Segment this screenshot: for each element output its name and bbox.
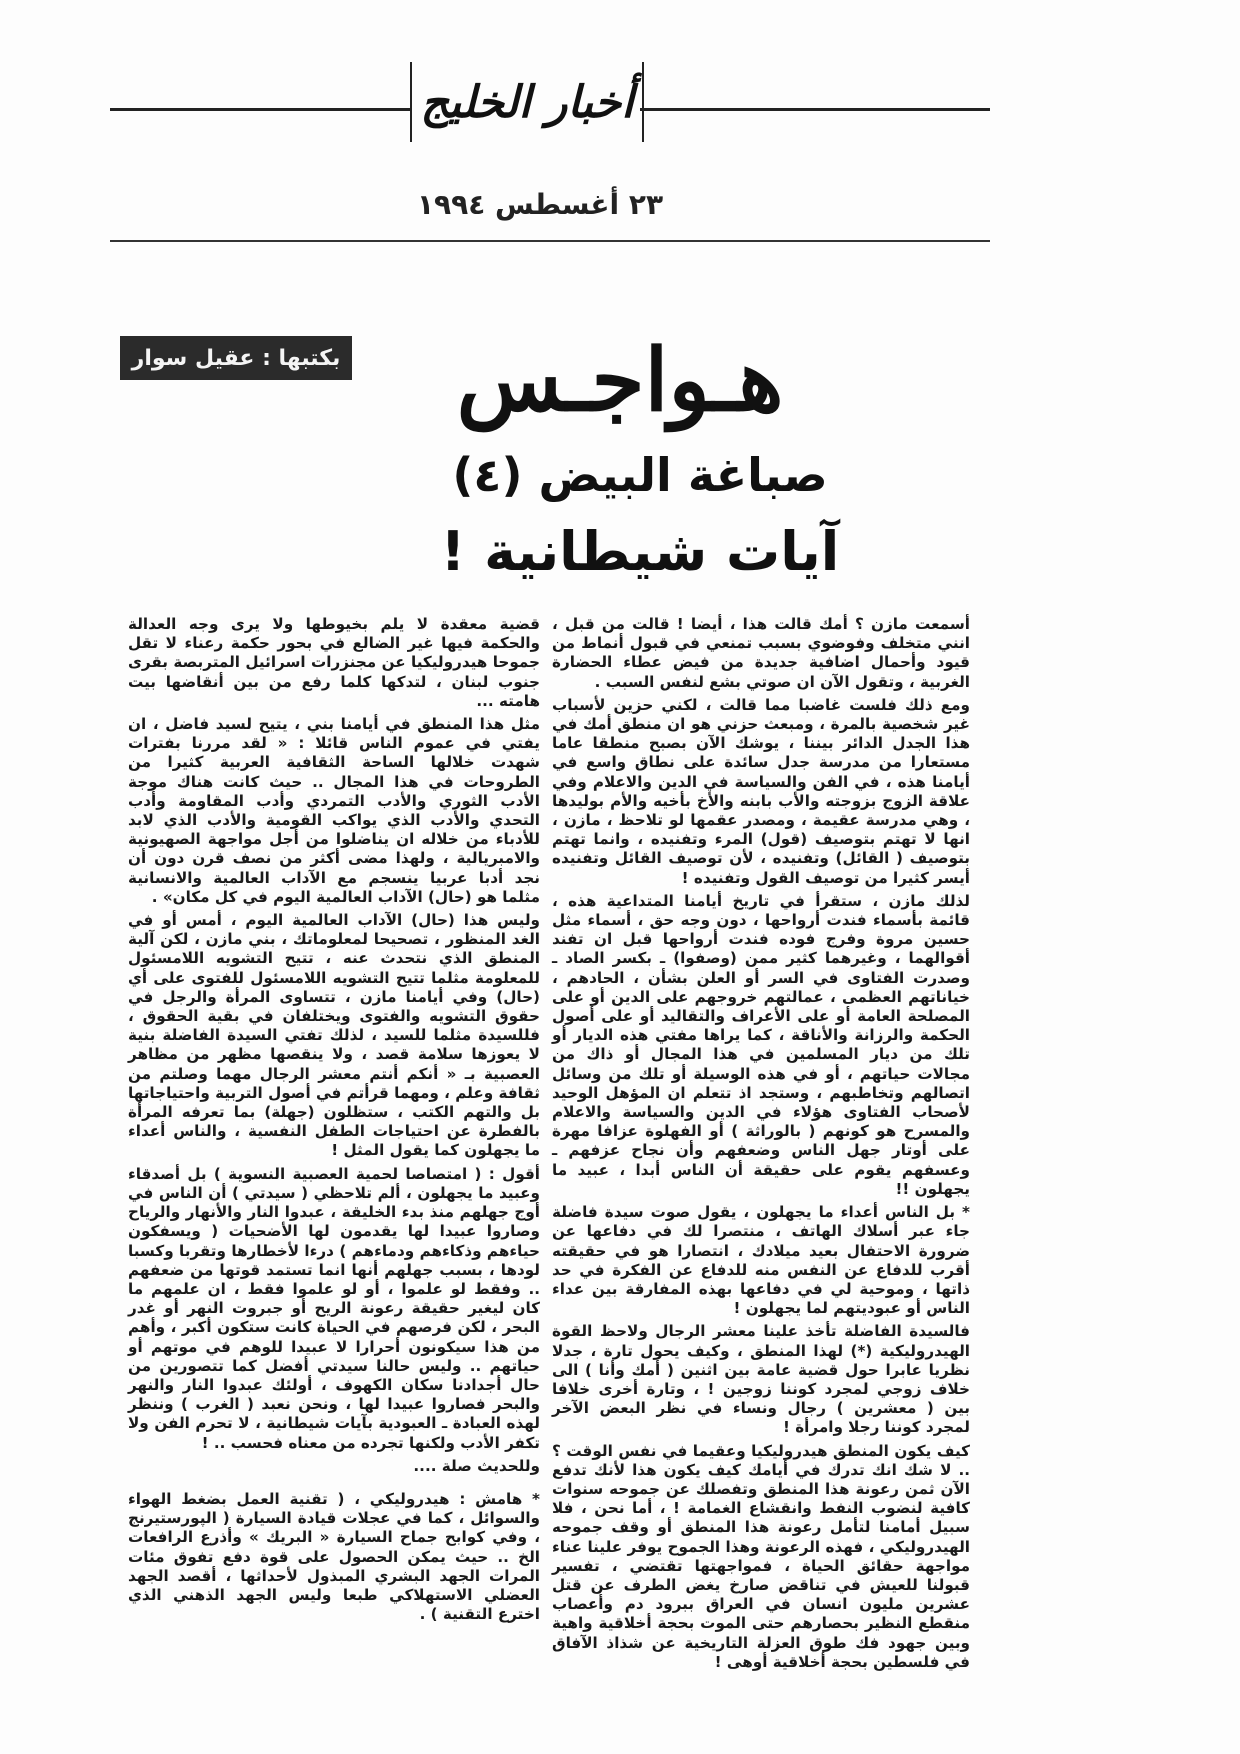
- footnote: * هامش : هيدروليكي ، ( تقنية العمل بضغط الهواء والسوائل ، كما في عجلات قيادة السيارة ( الپورستيرنج ، وفي كوابح جماح السيارة « البريك » وأذرع الرافعات الخ .. حيث يمكن الحصول على قوة دفع تفوق مئات المرات الجهد البشري المبذول لأحداثها ، أقصد الجهد العضلي الاستهلاكي طبعا وليس الجهد الذهني الذي اخترع التقنية ) .: [128, 1489, 540, 1624]
- paragraph: وللحديث صلة ....: [413, 1456, 540, 1475]
- paragraph: كيف يكون المنطق هيدروليكيا وعقيما في نفس الوقت ؟ .. لا شك انك تدرك في أيامك كيف يكون هذا لأنك تدفع الآن ثمن رعونة هذا المنطق وتفصلك عن جموحه سنوات كافية لنضوب النفط وانقشاع الغمامة ! ، أما نحن ، فلا سبيل أمامنا لتأمل رعونة هذا المنطق أو وقف جموحه الهيدروليكي ، فهذه الرعونة وهذا الجموح يوفر علينا عناء مواجهة حقائق الحياة ، فمواجهتها تقتضي ، تفسير قبولنا للعيش في تناقض صارخ يغض الطرف عن قتل عشرين مليون انسان في العراق ببرود دم وأعصاب منقطع النظير بحصارهم حتى الموت بحجة أخلاقية واهية وبين جهود فك طوق العزلة التاريخية عن شذاذ الآفاق في فلسطين بحجة أخلاقية أوهى !: [552, 1441, 970, 1671]
- paragraph: لذلك مازن ، ستقرأ في تاريخ أيامنا المتداعية هذه ، قائمة بأسماء فندت أرواحها ، دون وجه حق ، أسماء مثل حسين مروة وفرج فوده فندت أرواحها قبل ان تفند أقوالهما ، وغيرهما كثير ممن (وصفوا) ـ بكسر الصاد ـ وصدرت الفتاوى في السر أو العلن بشأن ، الحادهم ، خياناتهم العظمى ، عمالتهم خروجهم على الدين أو على المصلحة العامة أو على الأعراف والتقاليد أو على أصول الحكمة والرزانة والأناقة ، كما يراها مفتي هذه الديار أو تلك من ديار المسلمين في هذا المجال أو ذاك من مجالات حياتهم ، أو في هذه الوسيلة أو تلك من وسائل اتصالهم وتخاطبهم ، وستجد اذ تتعلم ان المؤهل الوحيد لأصحاب الفتاوى هؤلاء في الدين والسياسة والاعلام والمسرح هو كونهم ( بالوراثة ) أو الفهلوة عزافا مهرة على أوتار جهل الناس وضعفهم وأن نجاح عزفهم ـ وعسفهم يقوم على حقيقة أن الناس أبدا ، عبيد ما يجهلون !!: [552, 891, 970, 1198]
- masthead-name: أخبار الخليج: [420, 76, 634, 128]
- masthead-rule-right: [640, 108, 990, 111]
- paragraph: مثل هذا المنطق في أيامنا بني ، يتيح لسيد فاضل ، ان يفتي في عموم الناس قائلا : « لقد مررنا بفترات شهدت خلالها الساحة الثقافية العربية كثيرا من الطروحات في هذا المجال .. حيث كانت هناك موجة الأدب الثوري والأدب التمردي وأدب المقاومة وأدب التحدي والأدب الذي يواكب القومية والأدب الذي لابد للأدباء من خلاله ان يناضلوا من أجل مواجهة الصهيونية والامبريالية ، ولهذا مضى أكثر من نصف قرن دون أن نجد أدبا عربيا ينسجم مع الآداب العالمية والانسانية مثلما هو (حال) الآداب العالمية اليوم في كل مكان» .: [128, 715, 540, 906]
- column-title: هـواجـس: [456, 330, 784, 431]
- date-divider: [110, 240, 990, 242]
- paragraph: وليس هذا (حال) الآداب العالمية اليوم ، أمس أو في الغد المنظور ، تصحيحا لمعلوماتك ، بني مازن ، لكن آلية المنطق الذي نتحدث عنه ، تتيح التشويه اللامسئول للمعلومة مثلما تتيح التشويه اللامسئول للفتوى على أي (حال) وفي أيامنا مازن ، تتساوى المرأة والرجل في حقوق التشويه والفتوى ويختلفان في بقية الحقوق ، فللسيدة مثلما للسيد ، لذلك تفتي السيدة الفاضلة بنية لا يعوزها سلامة قصد ، ولا ينقصها مظهر من مظاهر العصبية بـ « أنكم أنتم معشر الرجال مهما وصلتم من ثقافة وعلم ، ومهما قرأتم في أصول التربية واحتياجاتها بل والتهم الكتب ، ستظلون (جهلة) بما تعرفه المرأة بالفطرة عن احتياجات الطفل النفسية ، والناس أعداء ما يجهلون كما يقول المثل !: [128, 911, 540, 1160]
- article-subtitle: صباغة البيض (٤): [452, 448, 828, 502]
- issue-date: ٢٣ أغسطس ١٩٩٤: [416, 188, 664, 221]
- paragraph: قضية معقدة لا يلم بخيوطها ولا يرى وجه العدالة والحكمة فيها غير الضالع في بحور حكمة رعناء لا تقل جموحا هيدروليكيا عن مجنزرات اسرائيل المتربصة بقرى جنوب لبنان ، لتدكها كلما رفع من بين أنقاضها بيت هامته ...: [128, 615, 540, 710]
- article-headline: آيات شيطانية !: [440, 520, 840, 583]
- masthead-rule-left: [110, 108, 410, 111]
- article-column-left: [128, 615, 540, 1628]
- article-column-right: [552, 615, 970, 1676]
- paragraph: * بل الناس أعداء ما يجهلون ، يقول صوت سيدة فاضلة جاء عبر أسلاك الهاتف ، منتصرا لك في دفاعها عن ضرورة الاحتفال بعيد ميلادك ، انتصارا هو في حقيقته أقرب للدفاع عن النفس منه للدفاع عن الفكرة في حد ذاتها ، وموحية لي في دفاعها بهذه المفارقة بين عداء الناس أو عبوديتهم لما يجهلون !: [552, 1203, 970, 1318]
- masthead: [410, 62, 644, 142]
- paragraph: أسمعت مازن ؟ أمك قالت هذا ، أيضا ! قالت من قبل ، انني متخلف وفوضوي بسبب تمنعي في قبول أنماط من قيود وأحمال اضافية جديدة من فيض عطاء الحضارة الغربية ، وتقول الآن ان صوتي بشع لنفس السبب .: [552, 615, 970, 691]
- byline-badge: بكتبها : عقيل سوار: [120, 336, 352, 380]
- paragraph: أقول : ( امتصاصا لحمية العصبية النسوية ) بل أصدقاء وعبيد ما يجهلون ، ألم تلاحظي ( سيدتي ) أن الناس في أوج جهلهم منذ بدء الخليقة ، عبدوا النار والأنهار والرياح وصاروا عبيدا لها يقدمون لها الأضحيات ( ويسفكون حياءهم وذكاءهم ودماءهم ) درءا لأخطارها وتقربا وكسبا لودها ، بسبب جهلهم أنها انما تستمد قوتها من ضعفهم .. وفقط لو علموا ، أو لو علموا فقط ، ان علمهم ما كان ليغير حقيقة رعونة الريح أو جبروت النهر أو غدر البحر ، لكن فرصهم في الحياة كانت ستكون أكبر ، وأهم من هذا سيكونون أحرارا لا عبيدا للوهم في موتهم أو حياتهم .. وليس حالنا سيدتي أفضل كما تتصورين من حال أجدادنا سكان الكهوف ، أولئك عبدوا النار والنهر والبحر فصاروا عبيدا لها ، ونحن نعبد ( الغرب ) وننظر لهذه العبادة ـ العبودية بآيات شيطانية ، لا تحرم الفن ولا تكفر الأدب ولكنها تجرده من معناه فحسب .. !: [128, 1164, 540, 1452]
- paragraph: فالسيدة الفاضلة تأخذ علينا معشر الرجال ولاحظ القوة الهيدروليكية (*) لهذا المنطق ، وكيف يحول تارة ، جدلا نظريا عابرا حول قضية عامة بين اثنين ( أمك وأنا ) الى خلاف زوجي لمجرد كوننا زوجين ! ، وتارة أخرى خلافا بين ( معشرين ) رجال ونساء في نظر البعض الآخر لمجرد كوننا رجلا وامرأة !: [552, 1322, 970, 1437]
- paragraph: ومع ذلك فلست غاضبا مما قالت ، لكني حزين لأسباب غير شخصية بالمرة ، ومبعث حزني هو ان منطق أمك في هذا الجدل الدائر بيننا ، يوشك الآن بصبح منطقا عاما مستعارا من مدرسة جدل سائدة على نطاق واسع في أيامنا هذه ، في الفن والسياسة في الدين والاعلام وفي علاقة الزوج بزوجته والأب بابنه والأخ بأخيه والأم بوليدها ، وهي مدرسة عقيمة ، ومصدر عقمها لو تلاحظ ، مازن ، انها لا تهتم بتوصيف (قول) المرء وتفنيده ، وانما تهتم بتوصيف ( القائل) وتفنيده ، لأن توصيف القائل وتفنيده أيسر كثيرا من توصيف القول وتفنيده !: [552, 695, 970, 887]
